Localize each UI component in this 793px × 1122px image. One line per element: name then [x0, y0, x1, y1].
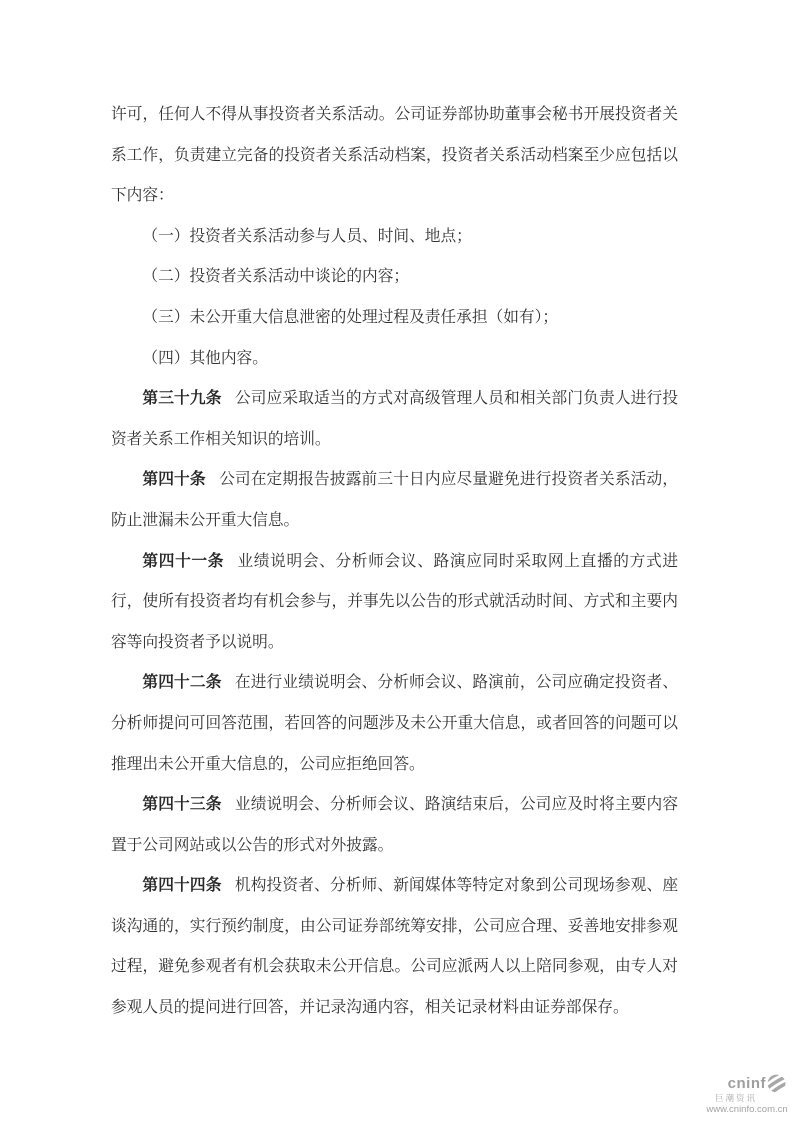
article-paragraph: 第三十九条 公司应采取适当的方式对高级管理人员和相关部门负责人进行投资者关系工作相关知识的培训。 — [111, 390, 679, 448]
document-body — [111, 95, 678, 1029]
paragraph: （四）其他内容。 — [142, 349, 268, 367]
article-number: 第四十一条 — [142, 552, 225, 570]
cninfo-logo-subtext: 巨潮资讯 — [714, 1093, 757, 1103]
cninfo-website-url: www.cninfo.com.cn — [706, 1103, 788, 1115]
article-paragraph: 第四十条 公司在定期报告披露前三十日内应尽量避免进行投资者关系活动，防止泄漏未公开重大信息。 — [111, 471, 679, 529]
cninfo-logo-text: cninf — [727, 1075, 766, 1092]
article-number: 第三十九条 — [142, 390, 222, 408]
article-number: 第四十二条 — [142, 674, 222, 692]
paragraph: （一）投资者关系活动参与人员、时间、地点； — [142, 227, 472, 245]
cninfo-logo — [705, 1074, 789, 1093]
paragraph: （二）投资者关系活动中谈论的内容； — [142, 268, 410, 286]
article-paragraph: 第四十三条 业绩说明会、分析师会议、路演结束后，公司应及时将主要内容置于公司网站或以公告的形式对外披露。 — [111, 796, 679, 854]
article-number: 第四十三条 — [142, 796, 222, 814]
article-number: 第四十四条 — [142, 877, 222, 895]
cninfo-brand-footer — [705, 1074, 789, 1114]
paragraph: 许可，任何人不得从事投资者关系活动。公司证券部协助董事会秘书开展投资者关系工作，负责建立完备的投资者关系活动档案，投资者关系活动档案至少应包括以下内容： — [111, 106, 678, 205]
article-number: 第四十条 — [142, 471, 206, 489]
article-paragraph: 第四十四条 机构投资者、分析师、新闻媒体等特定对象到公司现场参观、座谈沟通的，实行预约制度，由公司证券部统筹安排，公司应合理、妥善地安排参观过程，避免参观者有机会获取未公开信息。公司应派两人以上陪同参观，由专人对参观人员的提问进行回答，并记录沟通内容，相关记录材料由证券部保存。 — [111, 877, 679, 1017]
article-paragraph: 第四十二条 在进行业绩说明会、分析师会议、路演前，公司应确定投资者、分析师提问可回答范围，若回答的问题涉及未公开重大信息，或者回答的问题可以推理出未公开重大信息的，公司应拒绝回答。 — [111, 674, 679, 773]
cninfo-swirl-icon — [767, 1074, 786, 1093]
paragraph: （三）未公开重大信息泄密的处理过程及责任承担（如有）； — [142, 308, 559, 326]
article-paragraph: 第四十一条 业绩说明会、分析师会议、路演应同时采取网上直播的方式进行，使所有投资者均有机会参与，并事先以公告的形式就活动时间、方式和主要内容等向投资者予以说明。 — [111, 552, 679, 651]
